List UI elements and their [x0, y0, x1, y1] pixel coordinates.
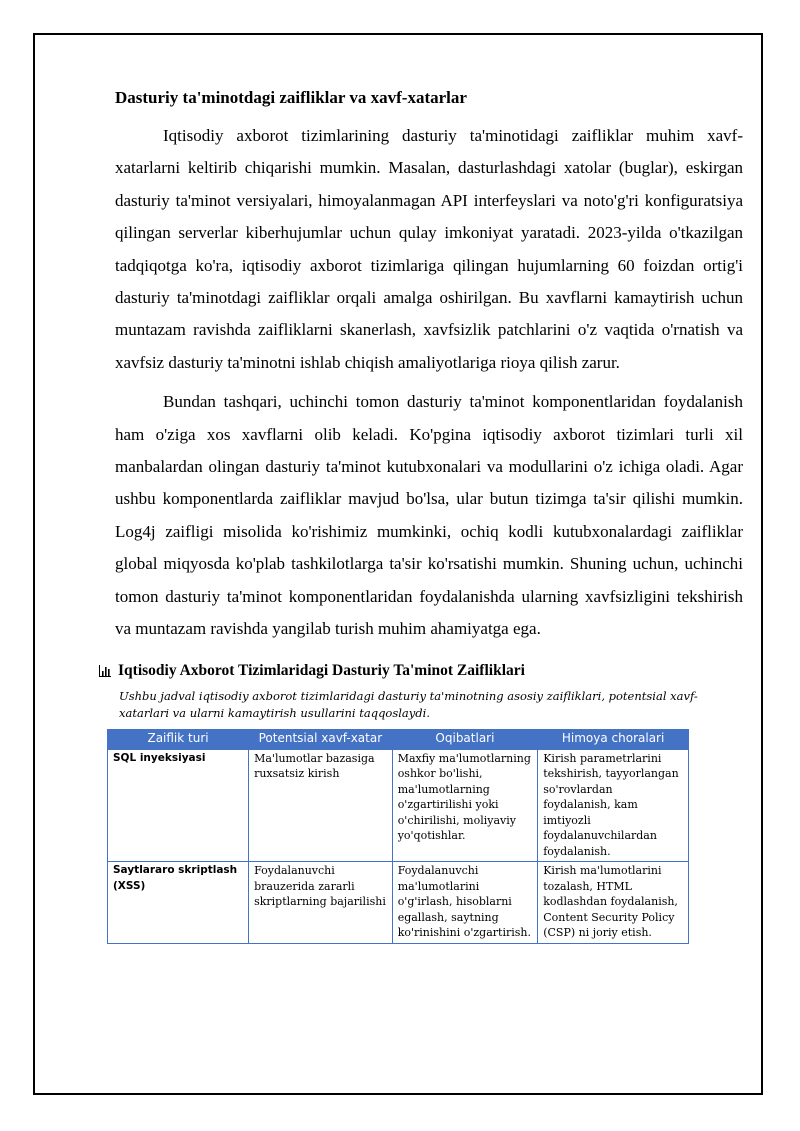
table-cell: Foydalanuvchi brauzerida zararli skriptlarning bajarilishi	[249, 862, 393, 944]
bar-chart-icon	[99, 665, 111, 677]
column-header: Potentsial xavf-xatar	[249, 729, 393, 749]
table-cell: Ma'lumotlar bazasiga ruxsatsiz kirish	[249, 749, 393, 862]
column-header: Zaiflik turi	[108, 729, 249, 749]
column-header: Oqibatlari	[392, 729, 538, 749]
table-cell: Kirish ma'lumotlarini tozalash, HTML kodlashdan foydalanish, Content Security Policy (CSP) ni joriy etish.	[538, 862, 689, 944]
table-cell: Kirish parametrlarini tekshirish, tayyorlangan so'rovlardan foydalanish, kam imtiyozli foydalanuvchilardan foydalanish.	[538, 749, 689, 862]
table-description: Ushbu jadval iqtisodiy axborot tizimlaridagi dasturiy ta'minotning asosiy zaifliklari, potentsial xavf-xatarlari va ularni kamaytirish usullarini taqqoslaydi.	[119, 688, 698, 720]
column-header: Himoya choralari	[538, 729, 689, 749]
table-cell: SQL inyeksiyasi	[108, 749, 249, 862]
table-cell: Saytlararo skriptlash (XSS)	[108, 862, 249, 944]
document-body	[115, 86, 743, 944]
table-header-row	[108, 729, 689, 749]
paragraph-1: Iqtisodiy axborot tizimlarining dasturiy ta'minotidagi zaifliklar muhim xavf-xatarlarni keltirib chiqarishi mumkin. Masalan, dasturlashdagi xatolar (buglar), eskirgan dasturiy ta'minot versiyalari, himoyalanmagan API interfeyslari va noto'g'ri konfiguratsiya qilingan serverlar kiberhujumlar uchun qulay imkoniyat yaratadi. 2023-yilda o'tkazilgan tadqiqotga ko'ra, iqtisodiy axborot tizimlariga qilingan hujumlarning 60 foizdan ortig'i dasturiy ta'minotdagi zaifliklar orqali amalga oshirilgan. Bu xavflarni kamaytirish uchun muntazam ravishda zaifliklarni skanerlash, xavfsizlik patchlarini o'z vaqtida o'rnatish va xavfsiz dasturiy ta'minotni ishlab chiqish amaliyotlariga rioya qilish zarur.	[115, 126, 743, 372]
table-cell: Foydalanuvchi ma'lumotlarini o'g'irlash, hisoblarni egallash, saytning ko'rinishini o'zgartirish.	[392, 862, 538, 944]
table-title-text: Iqtisodiy Axborot Tizimlaridagi Dasturiy Ta'minot Zaifliklari	[118, 661, 525, 679]
table-section	[115, 660, 743, 944]
table-row	[108, 862, 689, 944]
table-row	[108, 749, 689, 862]
vulnerability-table	[107, 729, 689, 944]
table-title	[99, 660, 727, 682]
section-heading: Dasturiy ta'minotdagi zaifliklar va xavf-xatarlar	[115, 88, 467, 107]
table-cell: Maxfiy ma'lumotlarning oshkor bo'lishi, ma'lumotlarning o'zgartirilishi yoki o'chirilishi, moliyaviy yo'qotishlar.	[392, 749, 538, 862]
paragraph-2: Bundan tashqari, uchinchi tomon dasturiy ta'minot komponentlaridan foydalanish ham o'ziga xos xavflarni olib keladi. Ko'pgina iqtisodiy axborot tizimlari turli xil manbalardan olingan dasturiy ta'minot kutubxonalari va modullarini o'z ichiga oladi. Agar ushbu komponentlarda zaifliklar mavjud bo'lsa, ular butun tizimga ta'sir qilishi mumkin. Log4j zaifligi misolida ko'rishimiz mumkinki, ochiq kodli kutubxonalardagi zaifliklar global miqyosda ko'plab tashkilotlarga ta'sir ko'rsatishi mumkin. Shuning uchun, uchinchi tomon dasturiy ta'minot komponentlaridan foydalanishda ularning xavfsizligini tekshirish va muntazam ravishda yangilab turish muhim ahamiyatga ega.	[115, 392, 743, 639]
